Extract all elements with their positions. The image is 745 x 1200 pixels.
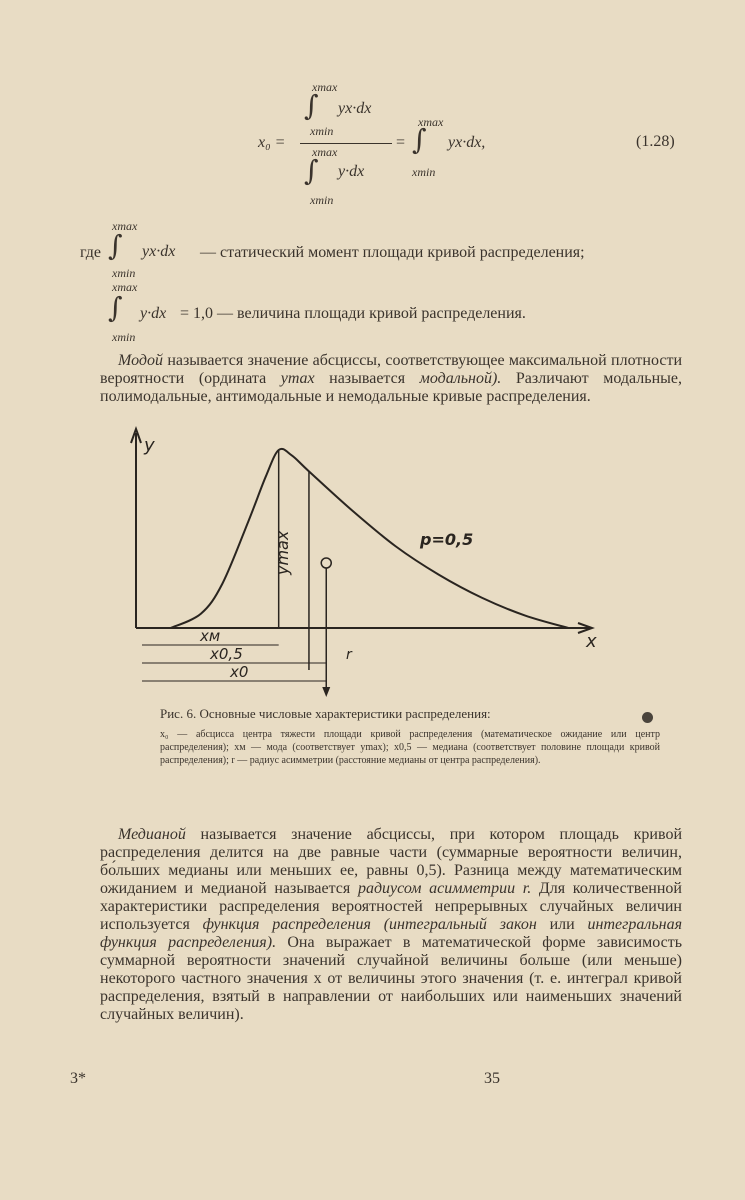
term-modal: модальной). (419, 370, 502, 387)
mode-text-1: называется значение абсциссы, соответствующее максимальной плотности вероятности (ордината (100, 352, 682, 387)
xm-label: xм (200, 627, 221, 645)
r-label: r (346, 647, 352, 663)
integral-sign-icon: ∫ (304, 89, 319, 122)
median-text-3: или (536, 916, 588, 933)
integral-sign-icon: ∫ (108, 229, 123, 262)
formula-num-body: yx·dx (338, 100, 372, 117)
median-text-4: Она выражает в математической форме зависимость суммарной вероятности значений случайной величины больше (или меньше) некоторого частного значения x от величины этого значения (т. е. интеграл кривой распределения, взятый в направлении от наибольших или наименьших значений случайных величин). (100, 934, 683, 1023)
formula-den-upper-limit: xmax (312, 145, 338, 159)
x-axis-label: x (586, 631, 597, 652)
mean-arrow-icon (322, 687, 330, 697)
integral-sign-icon: ∫ (304, 154, 319, 187)
where1-lower-limit: xmin (112, 266, 136, 280)
formula-equals: = (396, 134, 406, 151)
term-mode: Модой (118, 352, 163, 369)
term-asymmetry-radius: радиусом асимметрии r. (357, 880, 532, 897)
term-distribution-function: функция распределения (интегральный закон (202, 916, 537, 933)
formula-den-body: y·dx (338, 163, 365, 180)
where-prefix: где (80, 244, 102, 261)
term-integral-function: интегральная функция распределения). (100, 916, 682, 951)
figure-caption: Рис. 6. Основные числовые характеристики распределения: (160, 706, 491, 721)
distribution-curve (171, 449, 569, 628)
signature-mark: 3* (70, 1070, 86, 1087)
where2-lower-limit: xmin (112, 330, 136, 344)
x0-label: x0 (230, 663, 249, 681)
where2-body: y·dx (140, 305, 167, 322)
ymax-label: ymax (273, 530, 292, 575)
fraction-bar (300, 143, 392, 144)
integral-sign-icon: ∫ (412, 123, 427, 156)
y-axis-label: y (144, 435, 155, 456)
figure-legend: x₀ — абсцисса центра тяжести площади кривой распределения (математическое ожидание или центр распределения); xм — мода (соответствует ymax); x0,5 — медиана (соответствует половине площади кривой распределения); r — радиус асимметрии (расстояние медианы от центра распределения). (160, 729, 660, 766)
x05-label: x0,5 (210, 645, 243, 663)
distribution-figure (120, 425, 620, 705)
median-text-1: называется значение абсциссы, при котором площадь кривой распределения делится на две равные части (суммарные вероятности величин, бо́льших медианы или меньших ее, равны 0,5). Разница между математическим ожиданием и медианой называется (100, 826, 682, 897)
formula-right-upper-limit: xmax (418, 115, 444, 129)
term-median: Медианой (118, 826, 186, 843)
page-stamp-dot (642, 712, 653, 723)
formula-right-lower-limit: xmin (412, 165, 436, 179)
where2-upper-limit: xmax (112, 280, 138, 294)
median-text-2: Для количественной характеристики распределения вероятностей непрерывных случайных величин используется (100, 880, 682, 933)
where1-text: — статический момент площади кривой распределения; (200, 244, 585, 261)
formula-right-body: yx·dx, (448, 134, 486, 151)
where1-body: yx·dx (142, 243, 176, 260)
equation-number: (1.28) (636, 133, 675, 150)
curve-label: p=0,5 (420, 530, 474, 549)
where1-upper-limit: xmax (112, 219, 138, 233)
formula-den-lower-limit: xmin (310, 193, 334, 207)
mode-text-2: называется (314, 370, 420, 387)
ymax-symbol: ymax (280, 370, 315, 387)
where2-text: = 1,0 — величина площади кривой распределения. (180, 305, 526, 322)
paragraph-median (100, 826, 682, 1024)
formula-x0: x₀ = (258, 134, 286, 151)
integral-sign-icon: ∫ (108, 291, 123, 324)
formula-num-lower-limit: xmin (310, 124, 334, 138)
center-marker (321, 558, 331, 568)
page-number: 35 (484, 1070, 500, 1087)
paragraph-mode (100, 352, 682, 406)
formula-num-upper-limit: xmax (312, 80, 338, 94)
mode-text-3: Различают модальные, полимодальные, антимодальные и немодальные кривые распределения. (100, 370, 682, 405)
